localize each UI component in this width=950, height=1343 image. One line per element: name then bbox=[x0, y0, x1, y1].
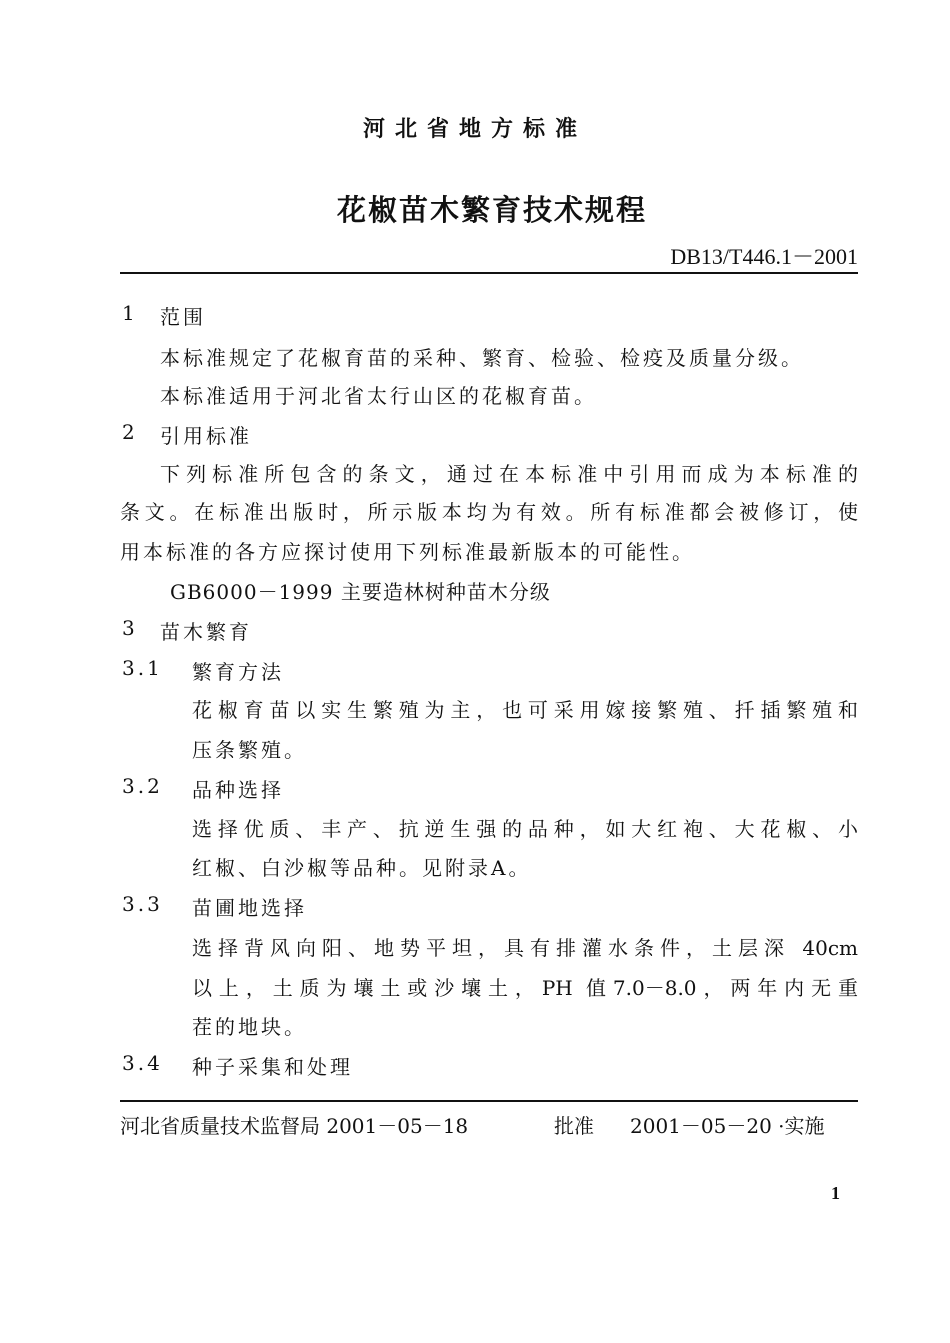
section-3-2-line-1: 选择优质、丰产、抗逆生强的品种，如大红袍、大花椒、小 bbox=[192, 817, 858, 841]
section-1-number: 1 bbox=[122, 301, 135, 325]
section-2-paragraph-line-3: 用本标准的各方应探讨使用下列标准最新版本的可能性。 bbox=[120, 540, 695, 564]
section-3-1-title: 繁育方法 bbox=[192, 660, 284, 684]
section-3-1-line-1: 花椒育苗以实生繁殖为主，也可采用嫁接繁殖、扦插繁殖和 bbox=[192, 698, 858, 722]
section-3-2-line-2: 红椒、白沙椒等品种。见附录A。 bbox=[192, 856, 532, 880]
section-3-number: 3 bbox=[122, 616, 135, 640]
standard-code: DB13/T446.1－2001 bbox=[670, 244, 858, 269]
standard-org-heading: 河北省地方标准 bbox=[362, 117, 587, 142]
section-2-number: 2 bbox=[122, 420, 135, 444]
section-1-paragraph-2: 本标准适用于河北省太行山区的花椒育苗。 bbox=[160, 384, 597, 408]
section-3-3-title: 苗圃地选择 bbox=[192, 896, 307, 920]
section-3-1-line-2: 压条繁殖。 bbox=[192, 738, 307, 762]
section-2-paragraph-line-1: 下列标准所包含的条文，通过在本标准中引用而成为本标准的 bbox=[160, 462, 858, 486]
footer-implement-date: 2001－05－20 ·实施 bbox=[630, 1114, 825, 1138]
section-3-3-number: 3.3 bbox=[122, 892, 163, 916]
section-2-paragraph-line-2: 条文。在标准出版时，所示版本均为有效。所有标准都会被修订，使 bbox=[120, 500, 858, 524]
header-divider bbox=[120, 272, 858, 274]
section-3-4-number: 3.4 bbox=[122, 1051, 163, 1075]
section-3-1-number: 3.1 bbox=[122, 656, 163, 680]
section-3-3-line-1: 选择背风向阳、地势平坦，具有排灌水条件，土层深 40cm bbox=[192, 936, 858, 960]
section-1-title: 范围 bbox=[160, 305, 206, 329]
document-title: 花椒苗木繁育技术规程 bbox=[336, 193, 647, 227]
page-number: 1 bbox=[831, 1183, 840, 1203]
section-3-2-title: 品种选择 bbox=[192, 778, 284, 802]
section-3-3-line-2: 以上，土质为壤土或沙壤土，PH 值7.0－8.0，两年内无重 bbox=[192, 976, 858, 1000]
section-2-reference: GB6000－1999 主要造林树种苗木分级 bbox=[170, 580, 551, 604]
section-3-3-line-3: 茬的地块。 bbox=[192, 1015, 307, 1039]
section-3-2-number: 3.2 bbox=[122, 774, 163, 798]
section-3-title: 苗木繁育 bbox=[160, 620, 252, 644]
footer-divider bbox=[120, 1100, 858, 1102]
section-2-title: 引用标准 bbox=[160, 424, 252, 448]
footer-approved-label: 批准 bbox=[554, 1114, 594, 1138]
section-3-4-title: 种子采集和处理 bbox=[192, 1055, 353, 1079]
section-1-paragraph-1: 本标准规定了花椒育苗的采种、繁育、检验、检疫及质量分级。 bbox=[160, 346, 804, 370]
footer-issuer-date: 河北省质量技术监督局 2001－05－18 bbox=[120, 1114, 469, 1138]
